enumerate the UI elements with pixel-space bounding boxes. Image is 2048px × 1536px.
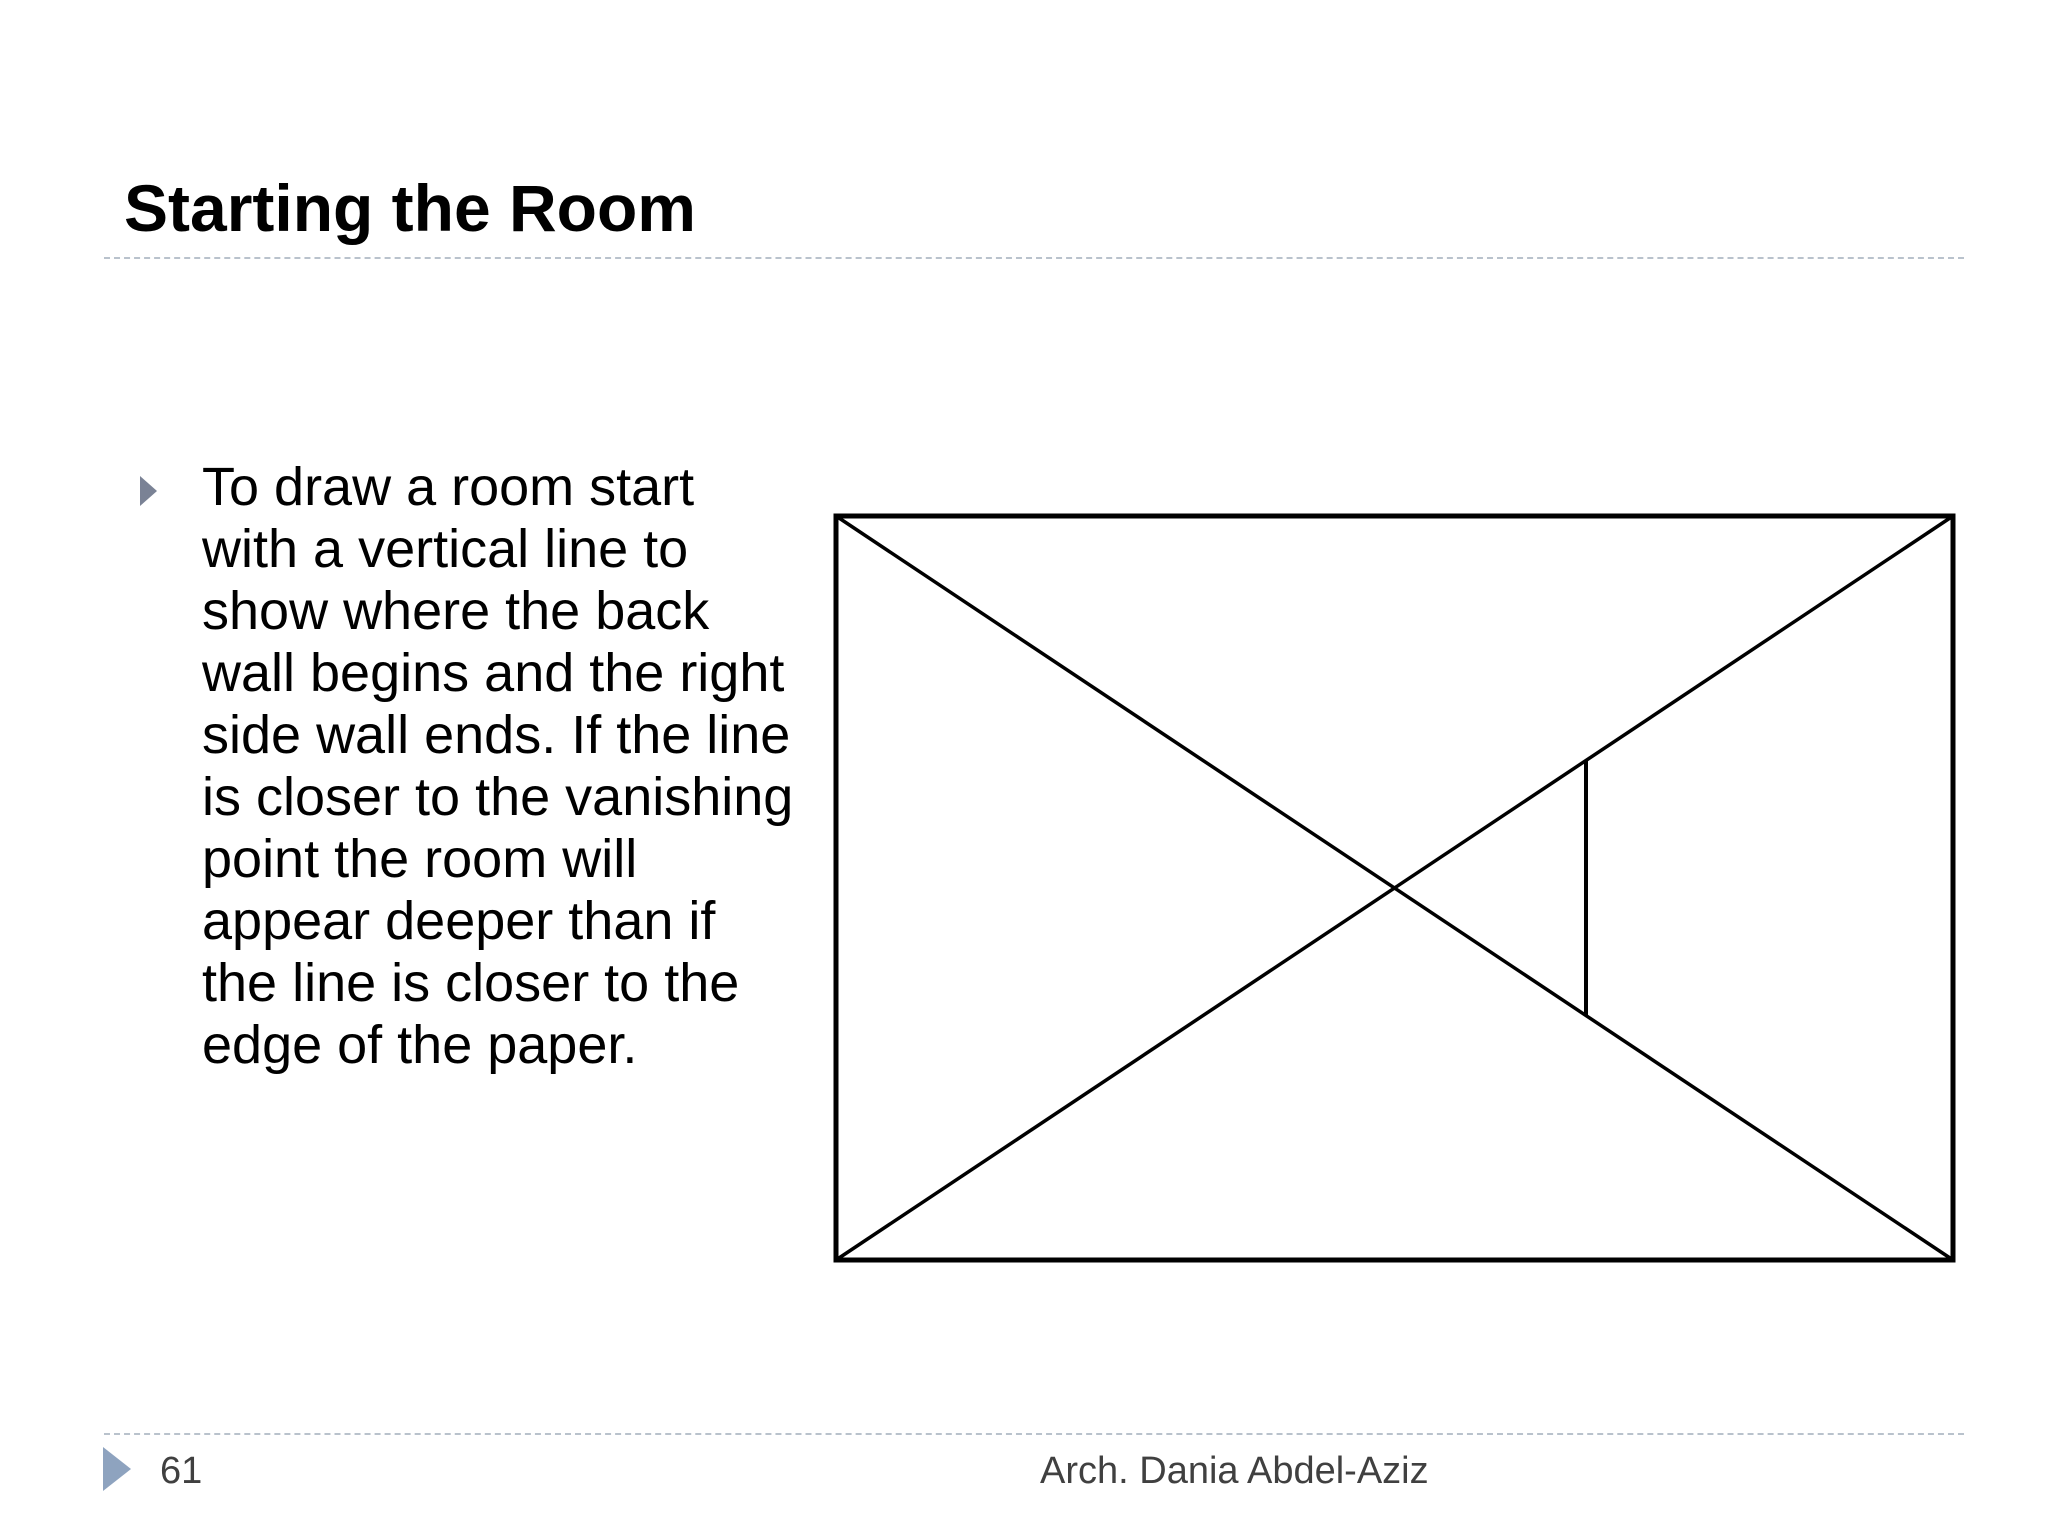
bullet-text: To draw a room start with a vertical line to show where the back wall begins and the right side wall ends. If the line is closer to the vanishing point the room will appear deeper than if the line is closer to the edge of the paper. [202,457,794,1075]
footer-author: Arch. Dania Abdel-Aziz [1040,1450,1429,1492]
title-divider [104,257,1964,259]
slide-number: 61 [160,1450,203,1492]
footer-divider [104,1433,1964,1435]
slide-title: Starting the Room [124,171,696,245]
footer-triangle-icon [103,1447,131,1491]
room-perspective-diagram [830,510,1960,1270]
bullet-triangle-icon [140,476,157,506]
